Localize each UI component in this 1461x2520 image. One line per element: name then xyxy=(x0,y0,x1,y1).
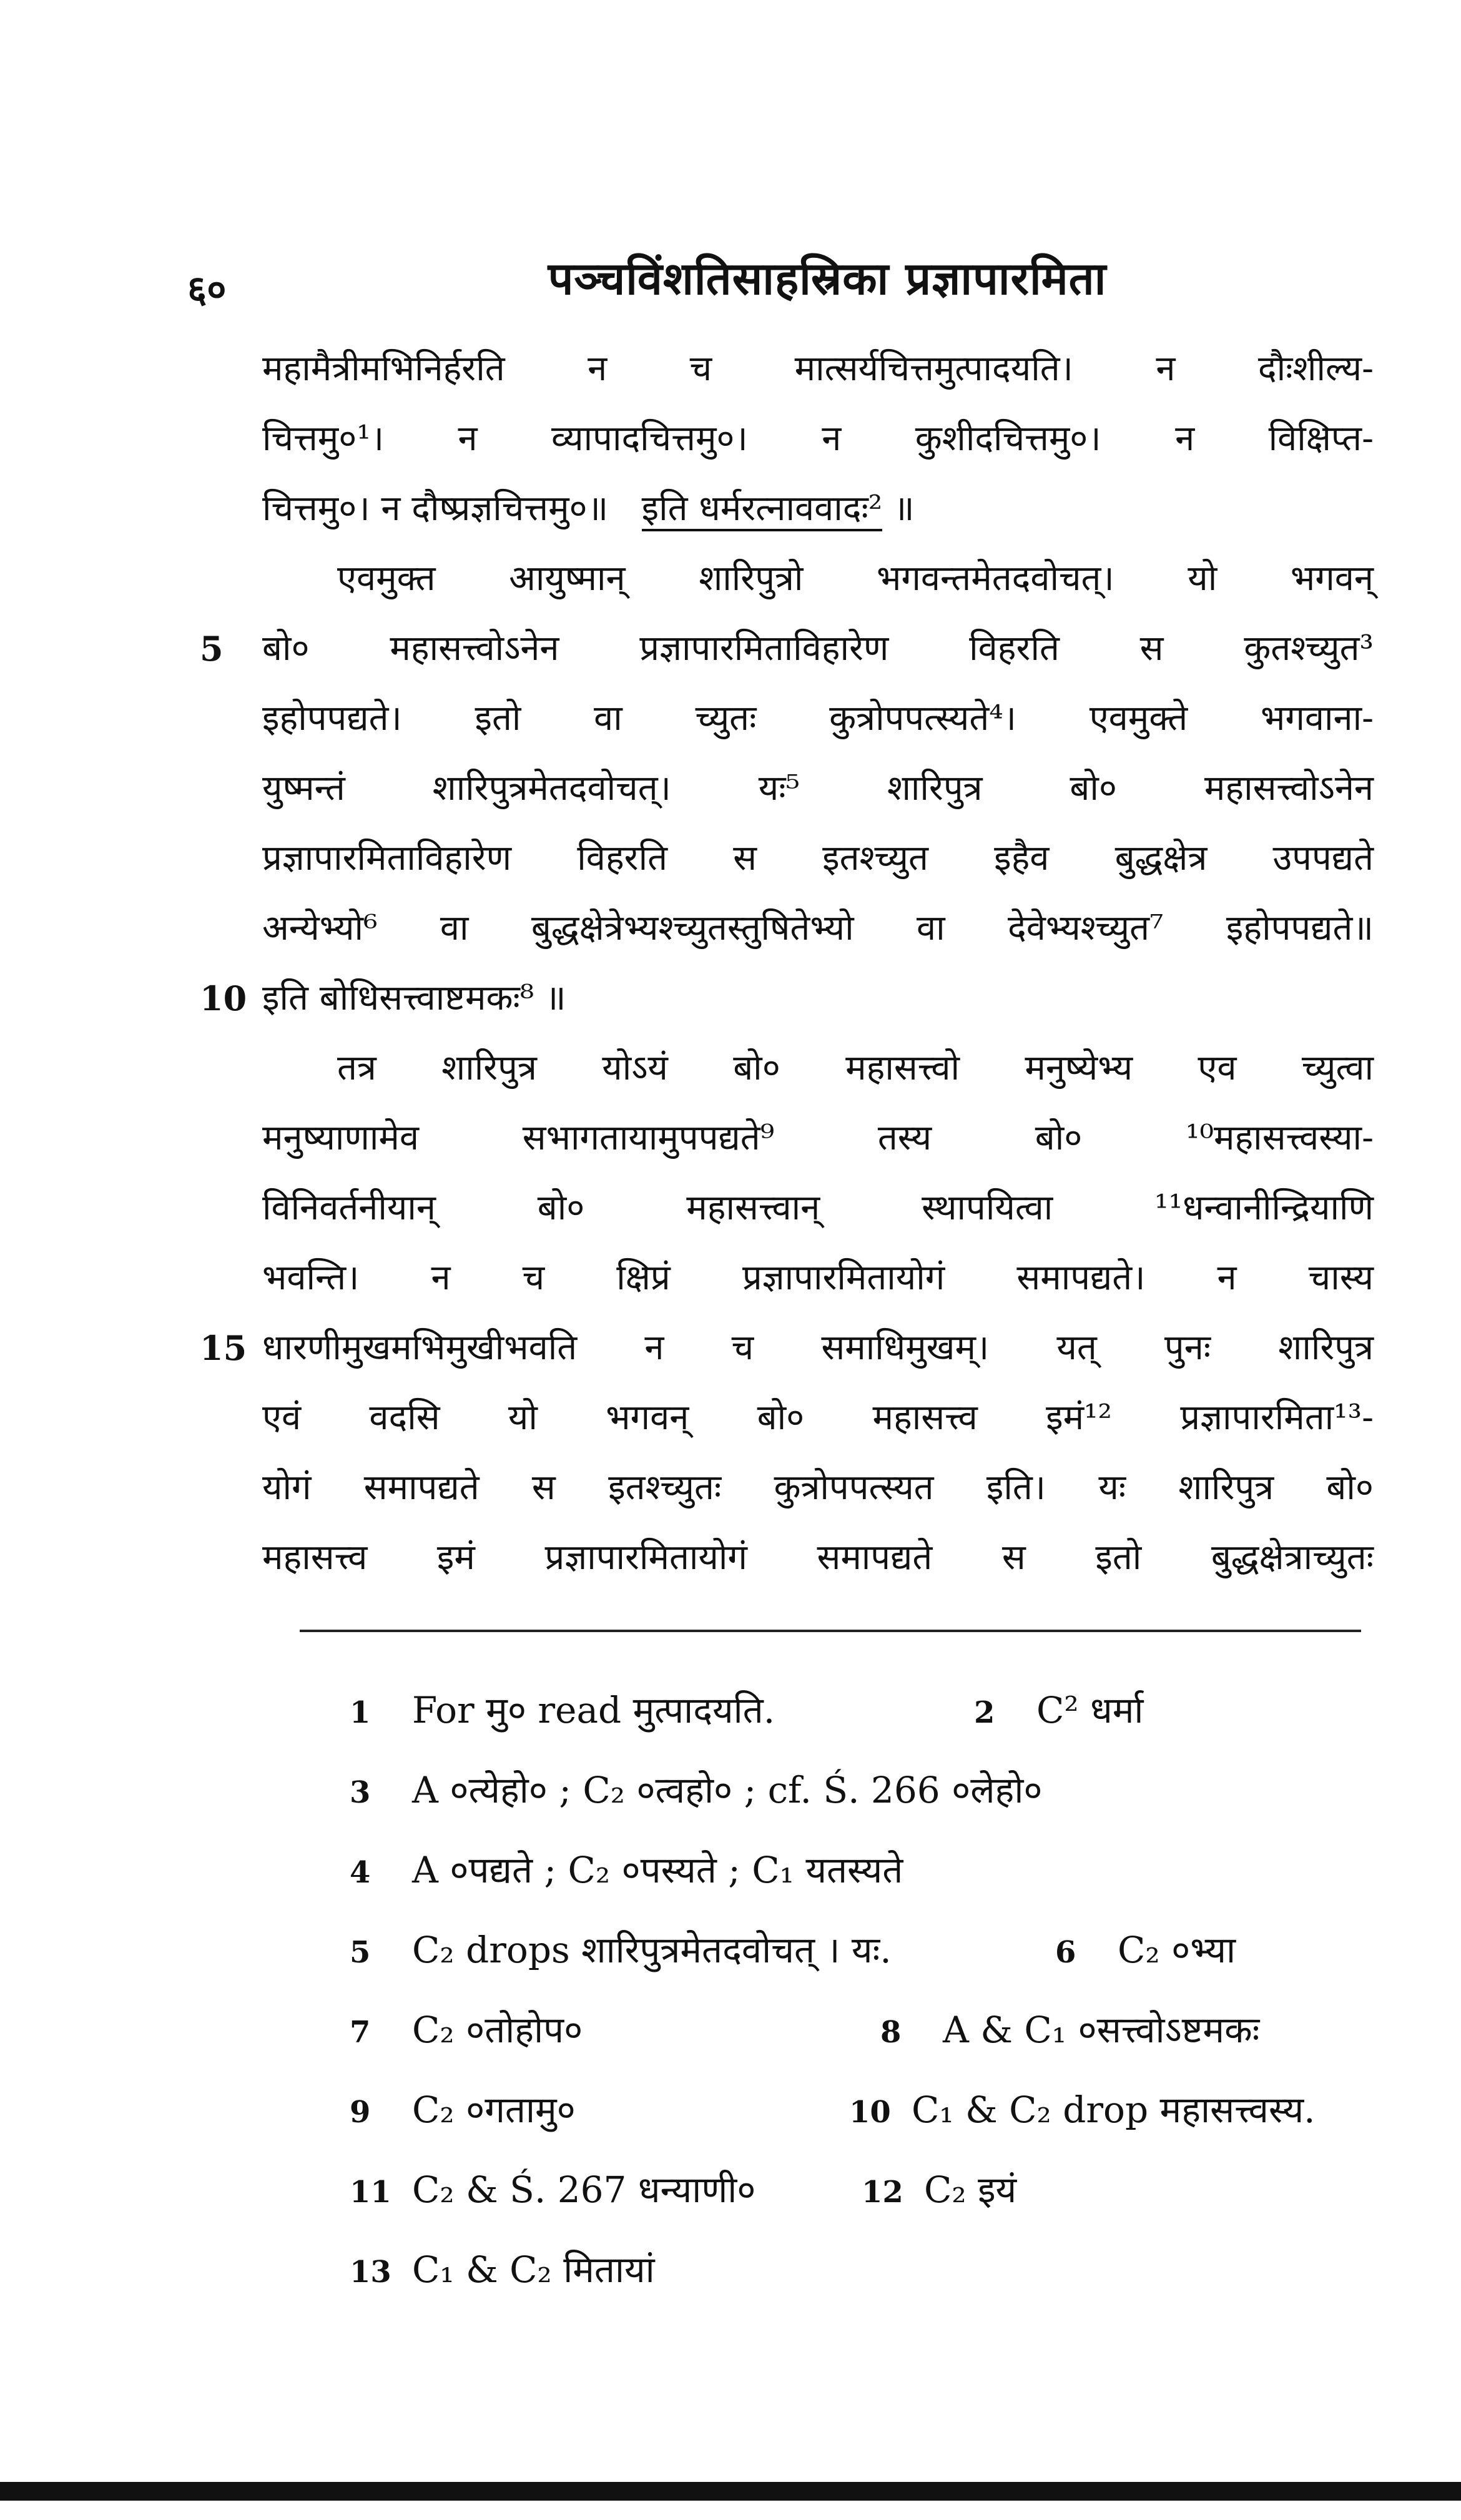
text-line: मनुष्याणामेव सभागतायामुपपद्यते⁹ तस्य बो० ¹⁰महासत्त्वस्या- xyxy=(262,1118,1374,1158)
text-line: एवं वदसि यो भगवन् बो० महासत्त्व इमं¹² प्रज्ञापारमिता¹³- xyxy=(262,1397,1374,1438)
text-line: चित्तमु०। न दौष्प्रज्ञचित्तमु०॥ इति धर्मरत्नाववादः² ॥ xyxy=(262,474,1374,544)
text-line: एवमुक्त आयुष्मान् शारिपुत्रो भगवन्तमेतदवोचत्। यो भगवन् xyxy=(337,558,1374,599)
text-line: प्रज्ञापारमिताविहारेण विहरति स इतश्च्युत इहैव बुद्धक्षेत्र उपपद्यते xyxy=(262,838,1374,879)
footnote: 5 C₂ drops शारिपुत्रमेतदवोचत् । यः. xyxy=(350,1929,892,1971)
text-line: विनिवर्तनीयान् बो० महासत्त्वान् स्थापयित्वा ¹¹धन्वानीन्द्रियाणि xyxy=(262,1188,1374,1228)
line-number: 10 xyxy=(200,978,247,1018)
text-line: 15 धारणीमुखमभिमुखीभवति न च समाधिमुखम्। यत् पुनः शारिपुत्र xyxy=(262,1313,1374,1383)
footnotes xyxy=(350,1670,1349,2310)
scan-bottom-edge xyxy=(0,2482,1461,2501)
footnote: 2 C² धर्मा xyxy=(974,1689,1144,1731)
page-number: ६० xyxy=(187,268,227,312)
footnote: 11 C₂ & Ś. 267 धन्याणी० xyxy=(350,2168,756,2211)
footnote: 6 C₂ ०भ्या xyxy=(1055,1929,1236,1971)
footnote: 8 A & C₁ ०सत्त्वोऽष्टमकः xyxy=(880,2009,1260,2051)
footnote: 13 C₁ & C₂ मितायां xyxy=(350,2248,655,2291)
footnote: 7 C₂ ०तोहोप० xyxy=(350,2009,583,2051)
text-line: योगं समापद्यते स इतश्च्युतः कुत्रोपपत्स्यत इति। यः शारिपुत्र बो० xyxy=(262,1467,1374,1508)
text-line: चित्तमु०¹। न व्यापादचित्तमु०। न कुशीदचित्तमु०। न विक्षिप्त- xyxy=(262,418,1374,459)
text-line: 5 बो० महासत्त्वोऽनेन प्रज्ञापारमिताविहारेण विहरति स कुतश्च्युत³ xyxy=(262,614,1374,684)
main-text xyxy=(200,334,1374,1593)
text-line: युष्मन्तं शारिपुत्रमेतदवोचत्। यः⁵ शारिपुत्र बो० महासत्त्वोऽनेन xyxy=(262,768,1374,809)
text-line: भवन्ति। न च क्षिप्रं प्रज्ञापारमितायोगं समापद्यते। न चास्य xyxy=(262,1258,1374,1298)
footnote-divider xyxy=(300,1630,1361,1632)
text-line: महामैत्रीमभिनिर्हरति न च मात्सर्यचित्तमुत्पादयति। न दौःशील्य- xyxy=(262,348,1374,389)
text-line: तत्र शारिपुत्र योऽयं बो० महासत्त्वो मनुष्येभ्य एव च्युत्वा xyxy=(337,1048,1374,1088)
footnote: 9 C₂ ०गतामु० xyxy=(350,2089,576,2131)
text-line: 10 इति बोधिसत्त्वाष्टमकः⁸ ॥ xyxy=(262,963,1374,1033)
line-number: 5 xyxy=(200,629,224,669)
text-line: महासत्त्व इमं प्रज्ञापारमितायोगं समापद्यते स इतो बुद्धक्षेत्राच्युतः xyxy=(262,1537,1374,1578)
footnote: 4 A ०पद्यते ; C₂ ०पस्यते ; C₁ यतस्यते xyxy=(350,1849,903,1891)
footnote: 3 A ०त्येहो० ; C₂ ०त्वहो० ; cf. Ś. 266 ०लेहो० xyxy=(350,1769,1043,1811)
footnote: 10 C₁ & C₂ drop महासत्त्वस्य. xyxy=(849,2089,1316,2131)
running-head: पञ्चविंशतिसाहस्रिका प्रज्ञापारमिता xyxy=(548,252,1107,305)
text-line: इहोपपद्यते। इतो वा च्युतः कुत्रोपपत्स्यते⁴। एवमुक्ते भगवाना- xyxy=(262,698,1374,739)
line-number: 15 xyxy=(200,1328,247,1368)
footnote: 1 For मु० read मुत्पादयति. xyxy=(350,1689,775,1731)
underlined-phrase: इति धर्मरत्नाववादः² xyxy=(642,488,883,531)
text-line: अन्येभ्यो⁶ वा बुद्धक्षेत्रेभ्यश्च्युतस्तुषितेभ्यो वा देवेभ्यश्च्युत⁷ इहोपपद्यते॥ xyxy=(262,908,1374,948)
footnote: 12 C₂ इयं xyxy=(862,2168,1017,2211)
